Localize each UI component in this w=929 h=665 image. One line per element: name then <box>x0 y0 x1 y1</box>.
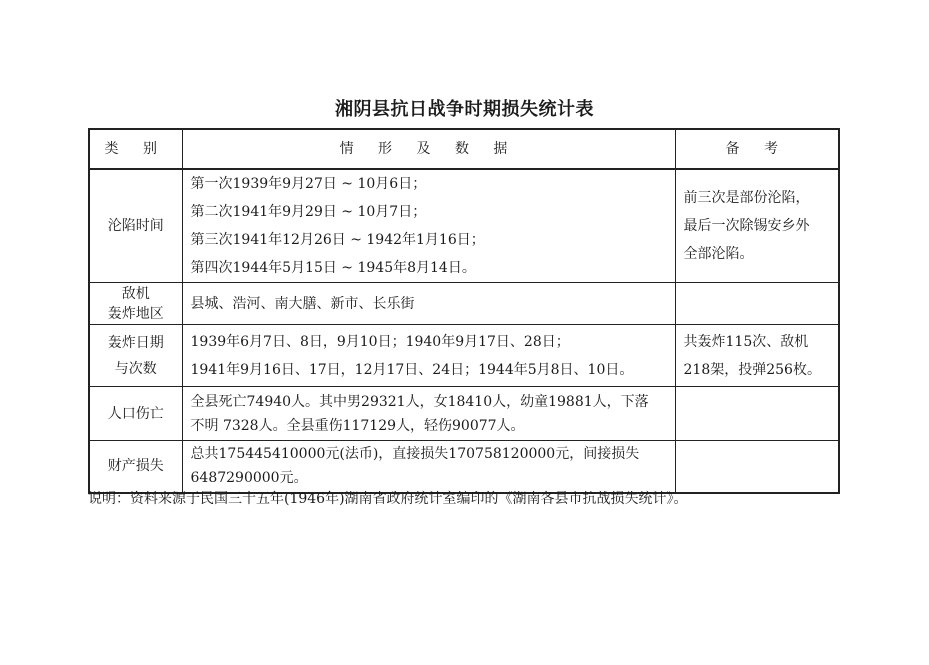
table-row <box>89 325 839 387</box>
detail-line: 1941年9月16日、17日，12月17日、24日；1944年5月8日、10日。 <box>190 361 634 378</box>
row-remarks <box>675 387 839 441</box>
row-details <box>182 441 675 493</box>
category-text: 财产损失 <box>107 458 164 475</box>
loss-statistics-table <box>88 128 840 494</box>
row-category <box>89 387 182 441</box>
category-text: 敌机 <box>121 285 150 302</box>
detail-line: 第四次1944年5月15日 ~ 1945年8月14日。 <box>190 260 476 276</box>
header-details: 情 形 及 数 据 <box>182 129 675 169</box>
detail-line: 第三次1941年12月26日 ~ 1942年1月16日； <box>190 232 485 248</box>
header-remarks: 备 考 <box>675 129 839 169</box>
page-title: 湘阴县抗日战争时期损失统计表 <box>335 99 594 120</box>
detail-line: 总共175445410000元(法币)，直接损失170758120000元，间接损失 <box>190 446 640 463</box>
detail-line: 第一次1939年9月27日 ~ 10月6日； <box>190 176 427 192</box>
row-remarks <box>675 283 839 325</box>
remark-line: 前三次是部份沦陷， <box>683 190 810 206</box>
detail-line: 第二次1941年9月29日 ~ 10月7日； <box>190 204 427 220</box>
row-category <box>89 169 182 283</box>
row-remarks <box>675 169 839 283</box>
remark-line: 218架，投弹256枚。 <box>683 361 821 378</box>
remark-line: 最后一次除锡安乡外 <box>683 218 810 234</box>
header-category: 类 别 <box>89 129 182 169</box>
detail-line: 6487290000元。 <box>190 470 308 487</box>
row-category <box>89 325 182 387</box>
category-text: 人口伤亡 <box>107 405 164 422</box>
category-text: 轰炸地区 <box>107 305 164 322</box>
table-row <box>89 441 839 493</box>
category-text: 沦陷时间 <box>107 218 164 234</box>
table-row <box>89 283 839 325</box>
remark-line: 全部沦陷。 <box>683 246 754 262</box>
detail-line: 全县死亡74940人。其中男29321人，女18410人，幼童19881人，下落 <box>190 393 649 410</box>
table-row <box>89 387 839 441</box>
row-category <box>89 441 182 493</box>
detail-line: 县城、浩河、南大膳、新市、长乐街 <box>190 295 415 312</box>
row-details <box>182 283 675 325</box>
table-row <box>89 169 839 283</box>
detail-line: 1939年6月7日、8日，9月10日；1940年9月17日、28日； <box>190 333 570 350</box>
row-details <box>182 387 675 441</box>
row-remarks <box>675 441 839 493</box>
category-text: 与次数 <box>114 360 157 377</box>
table-header-row <box>89 129 839 169</box>
detail-line: 不明 7328人。全县重伤117129人，轻伤90077人。 <box>190 417 525 434</box>
row-details <box>182 169 675 283</box>
remark-line: 共轰炸115次、敌机 <box>683 333 809 350</box>
row-category <box>89 283 182 325</box>
source-note: 说明：资料来源于民国三十五年(1946年)湖南省政府统计室编印的《湖南各县市抗战损失统计》。 <box>88 491 688 507</box>
row-details <box>182 325 675 387</box>
row-remarks <box>675 325 839 387</box>
category-text: 轰炸日期 <box>107 334 164 351</box>
